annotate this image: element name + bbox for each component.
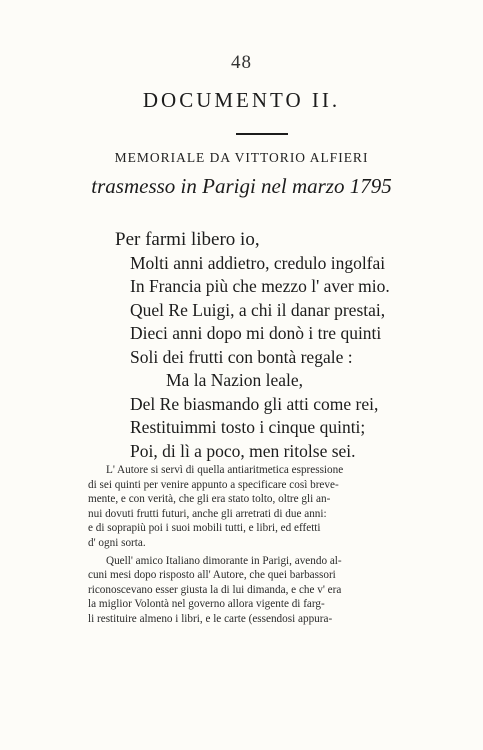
poem-line: Del Re biasmando gli atti come rei, [130,393,379,414]
note-line: riconoscevano esser giusta la di lui dimanda, e che v' era [88,583,342,596]
note-line: L' Autore si servì di quella antiaritmetica espressione [106,464,344,476]
poem-line: Ma la Nazion leale, [166,370,304,390]
note-line: cuni mesi dopo risposto all' Autore, che quei barbassori [88,569,336,582]
poem-line: Per farmi libero io, [115,229,260,250]
page-number: 48 [231,52,252,73]
document-title: DOCUMENTO II. [142,88,341,112]
note-line: e di soprapiù poi i suoi mobili tutti, e libri, ed effetti [88,522,321,535]
poem-line: Molti anni addietro, credulo ingolfai [130,252,386,273]
note-line: d' ogni sorta. [88,536,146,549]
title-divider [236,133,288,135]
note-line: mente, e con verità, che gli era stato tolto, oltre gli an- [88,493,331,506]
poem-line: In Francia più che mezzo l' aver mio. [130,276,390,296]
note-line: Quell' amico Italiano dimorante in Parigi, avendo al- [106,554,342,567]
poem-line: Restituimmi tosto i cinque quinti; [130,417,366,437]
poem-line: Poi, di lì a poco, men ritolse sei. [130,440,356,461]
note-line: di sei quinti per venire appunto a specificare così breve- [88,478,339,491]
document-subtitle: MEMORIALE DA VITTORIO ALFIERI [114,150,369,165]
note-line: la miglior Volontà nel governo allora vigente di farg- [88,598,325,611]
note-line: nui dovuti frutti futuri, anche gli arretrati di due anni: [88,507,327,520]
document-date-line: trasmesso in Parigi nel marzo 1795 [91,174,392,198]
poem-line: Dieci anni dopo mi donò i tre quinti [130,323,382,343]
poem-line: Quel Re Luigi, a chi il danar prestai, [130,299,386,320]
note-line: li restituire almeno i libri, e le carte (essendosi appura- [88,612,333,625]
poem-block [115,228,475,463]
footnote-block [88,463,460,627]
poem-line: Soli dei frutti con bontà regale : [130,346,353,367]
